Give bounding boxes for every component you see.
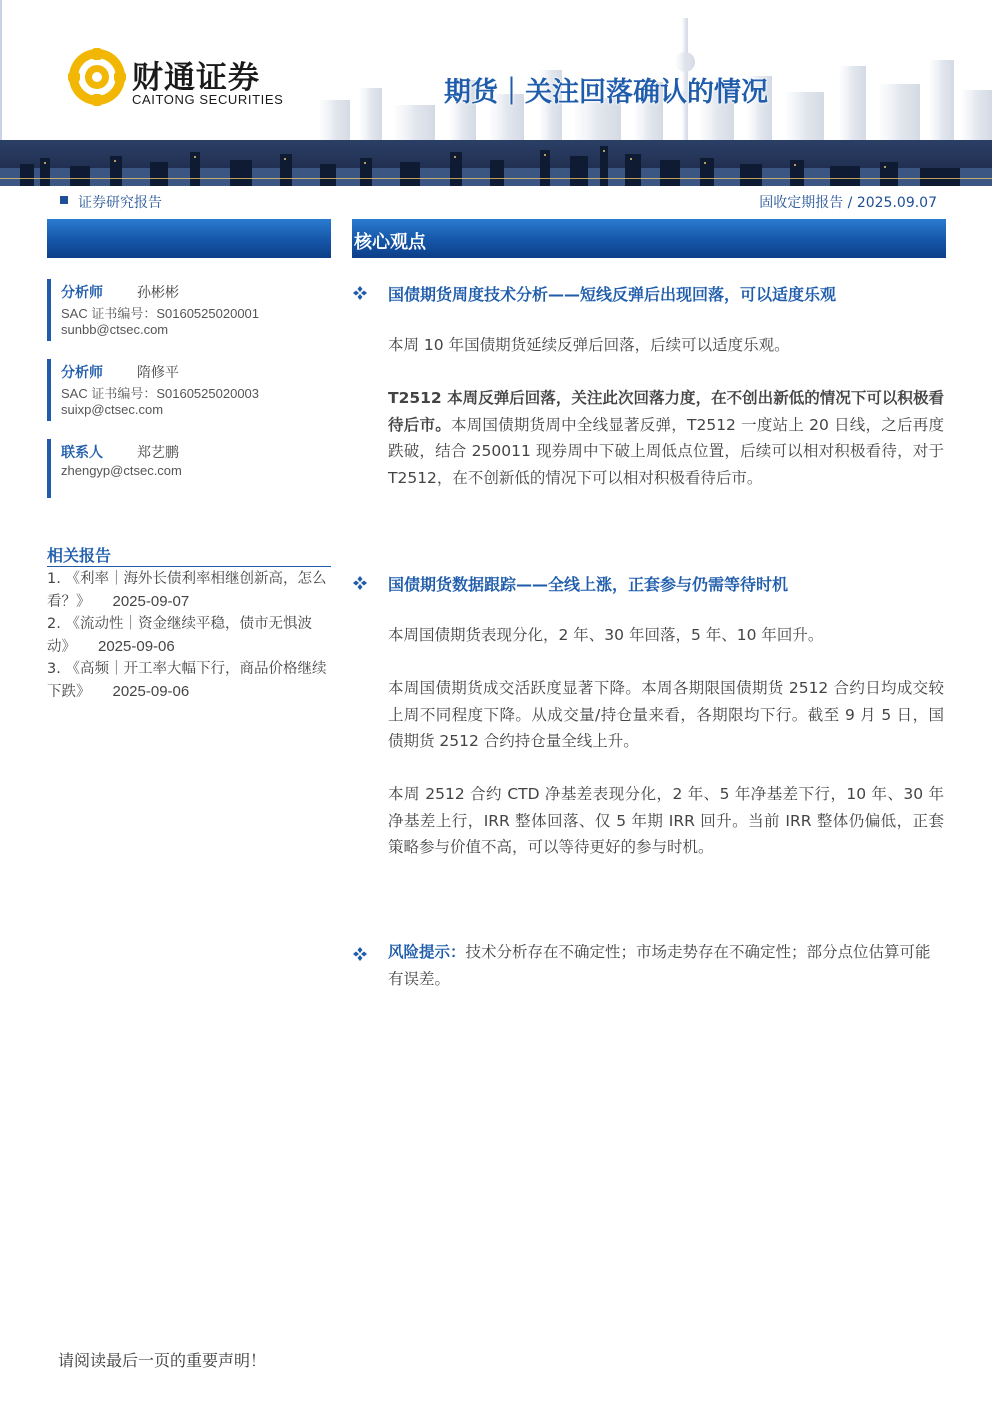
analyst-email[interactable]: suixp@ctsec.com (61, 402, 164, 417)
sidebar-header-bar (47, 219, 331, 258)
meta-row (0, 190, 992, 212)
related-report-item[interactable] (47, 613, 333, 658)
related-reports-divider (47, 566, 331, 567)
core-view-header-bar (352, 219, 946, 258)
report-title: 期货｜关注回落确认的情况 (444, 77, 768, 108)
analyst-card (47, 359, 331, 421)
paragraph (388, 781, 944, 861)
analyst-accent-bar (47, 279, 51, 341)
analyst-name: 隋修平 (137, 365, 179, 381)
brand-name-cn: 财通证券 (132, 60, 260, 96)
analyst-accent-bar (47, 439, 51, 498)
risk-label: 风险提示： (388, 943, 466, 961)
section-title: 国债期货周度技术分析——短线反弹后出现回落，可以适度乐观 (388, 285, 837, 304)
disclaimer-note: 请阅读最后一页的重要声明！ (58, 1351, 267, 1370)
caitong-logo-icon (62, 46, 132, 108)
related-report-text: 2. 《流动性｜资金继续平稳，债市无惧波动》 (47, 616, 312, 655)
related-report-item[interactable] (47, 568, 333, 613)
diamond-bullet-icon (352, 946, 368, 962)
diamond-bullet-icon (352, 575, 368, 591)
paragraph-text: 本周国债期货周中全线显著反弹，T2512 一度站上 20 日线，之后再度跌破，结合 250011 现券周中下破上周低点位置，后续可以相对积极看待，对于 T2512，在不创新低的情况下可以相对积极看待后市。 (388, 415, 944, 487)
contact-name: 郑艺鹏 (137, 445, 179, 461)
related-report-text: 3. 《高频｜开工率大幅下行，商品价格继续下跌》 (47, 661, 327, 700)
contact-card (47, 439, 331, 498)
left-edge-rule (0, 0, 2, 142)
analyst-email[interactable]: sunbb@ctsec.com (61, 322, 169, 337)
related-reports-title: 相关报告 (47, 546, 112, 565)
risk-text: 技术分析存在不确定性；市场走势存在不确定性；部分点位估算可能有误差。 (388, 943, 931, 988)
header-banner (0, 0, 992, 186)
related-report-item[interactable] (47, 658, 333, 703)
square-bullet-icon (60, 196, 68, 204)
city-night-strip (0, 140, 992, 186)
analyst-role: 分析师 (61, 285, 103, 301)
brand-name-en: CAITONG SECURITIES (132, 92, 284, 107)
risk-warning (388, 939, 944, 992)
paragraph (388, 675, 944, 755)
paragraph-text: 本周 2512 合约 CTD 净基差表现分化，2 年、5 年净基差下行，10 年、30 年净基差上行，IRR 整体回落、仅 5 年期 IRR 回升。当前 IRR 整体仍偏低，正套策略参与价值不高，可以等待更好的参与时机。 (388, 785, 944, 856)
section-title: 国债期货数据跟踪——全线上涨，正套参与仍需等待时机 (388, 575, 789, 594)
paragraph (388, 385, 944, 491)
analyst-cert: SAC 证书编号：S0160525020001 (61, 306, 260, 321)
contact-role: 联系人 (61, 445, 103, 461)
analyst-role: 分析师 (61, 365, 103, 381)
analyst-accent-bar (47, 359, 51, 421)
contact-email[interactable]: zhengyp@ctsec.com (61, 463, 182, 478)
related-report-date: 2025-09-06 (112, 682, 190, 700)
related-report-date: 2025-09-06 (98, 637, 175, 655)
paragraph (388, 332, 944, 359)
analyst-cert: SAC 证书编号：S0160525020003 (61, 386, 260, 401)
category-date-label: 固收定期报告 / 2025.09.07 (759, 195, 937, 211)
paragraph (388, 622, 944, 649)
diamond-bullet-icon (352, 285, 368, 301)
paragraph-text: 本周国债期货表现分化，2 年、30 年回落，5 年、10 年回升。 (388, 626, 824, 644)
paragraph-lead: T2512 本周反弹后回落，关注此次回落力度，在不创出新低的情况下可以积极看待后市。 (388, 389, 944, 434)
related-report-text: 1. 《利率｜海外长债利率相继创新高，怎么看？》 (47, 571, 327, 610)
analyst-name: 孙彬彬 (137, 285, 179, 301)
report-type-label: 证券研究报告 (78, 195, 162, 211)
analyst-card (47, 279, 331, 341)
core-view-heading: 核心观点 (354, 232, 426, 253)
paragraph-text: 本周 10 年国债期货延续反弹后回落，后续可以适度乐观。 (388, 336, 790, 354)
paragraph-text: 本周国债期货成交活跃度显著下降。本周各期限国债期货 2512 合约日均成交较上周不同程度下降。从成交量/持仓量来看，各期限均下行。截至 9 月 5 日，国债期货 2512 合约持仓量全线上升。 (388, 679, 944, 750)
related-report-date: 2025-09-07 (112, 592, 190, 610)
